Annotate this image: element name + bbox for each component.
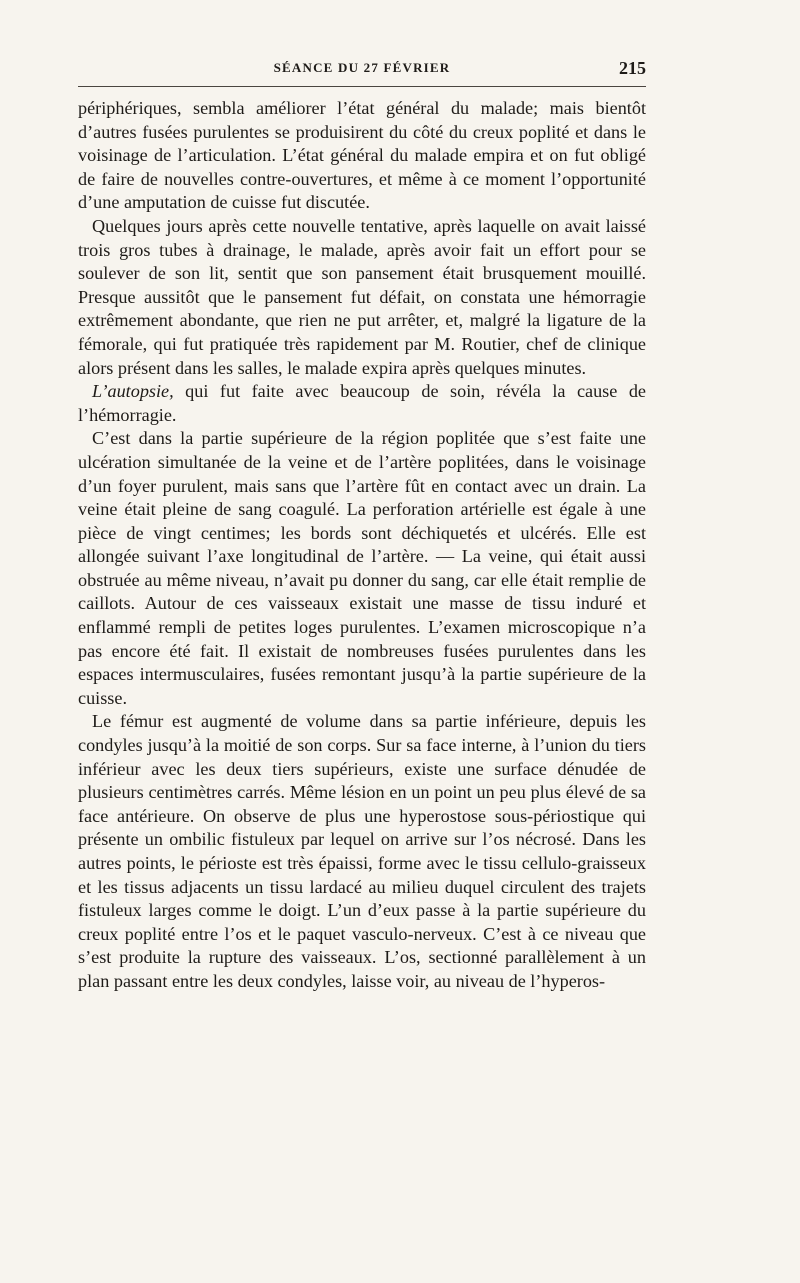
paragraph: C’est dans la partie supérieure de la région poplitée que s’est faite une ulcération simultanée de la veine et de l’artère poplitées, dans le voisinage d’un foyer purulent, mais sans que l’artère fût en contact avec un drain. La veine était pleine de sang coagulé. La perforation artérielle est égale à une pièce de vingt centimes; les bords sont déchiquetés et ulcérés. Elle est allongée suivant l’axe longitudinal de l’artère. — La veine, qui était aussi obstruée au même niveau, n’avait pu donner du sang, car elle était remplie de caillots. Autour de ces vaisseaux existait une masse de tissu induré et enflammé rempli de petites loges purulentes. L’examen microscopique n’a pas encore été fait. Il existait de nombreuses fusées purulentes dans les espaces intermusculaires, fusées remontant jusqu’à la partie supérieure de la cuisse. [78, 428, 646, 708]
paragraph-autopsie: L’autopsie, qui fut faite avec beaucoup de soin, révéla la cause de l’hémorragie. [78, 381, 646, 425]
paragraph-continued: périphériques, sembla améliorer l’état général du malade; mais bientôt d’autres fusées purulentes se produisirent du côté du creux poplité et dans le voisinage de l’articulation. L’état général du malade empira et on fut obligé de faire de nouvelles contre-ouvertures, et même à ce moment l’opportunité d’une amputation de cuisse fut discutée. [78, 98, 646, 213]
paragraph: Quelques jours après cette nouvelle tentative, après laquelle on avait laissé trois gros tubes à drainage, le malade, après avoir fait un effort pour se soulever de son lit, sentit que son pansement était brusquement mouillé. Presque aussitôt que le pansement fut défait, on constata une hémorragie extrêmement abondante, que rien ne put arrêter, et, malgré la ligature de la fémorale, qui fut pratiquée très rapidement par M. Routier, chef de clinique alors présent dans les salles, le malade expira après quelques minutes. [78, 215, 646, 378]
header-rule [78, 86, 646, 87]
paragraph: Le fémur est augmenté de volume dans sa partie inférieure, depuis les condyles jusqu’à la moitié de son corps. Sur sa face interne, à l’union du tiers inférieur avec les deux tiers supérieurs, existe une surface dénudée de plusieurs centimètres carrés. Même lésion en un point un peu plus élevé de sa face antérieure. On observe de plus une hyperostose sous-périostique qui présente un ombilic fistuleux par lequel on arrive sur l’os nécrosé. Dans les autres points, le périoste est très épaissi, forme avec le tissu cellulo-graisseux et les tissus adjacents un tissu lardacé au milieu duquel circulent des trajets fistuleux larges comme le doigt. L’un d’eux passe à la partie supérieure du creux poplité entre l’os et le paquet vasculo-nerveux. C’est à ce niveau que s’est produite la rupture des vaisseaux. L’os, sectionné parallèlement à un plan passant entre les deux condyles, laisse voir, au niveau de l’hyperos- [78, 711, 646, 991]
running-header [78, 58, 646, 84]
body-text [78, 97, 646, 994]
running-title: SÉANCE DU 27 FÉVRIER [273, 60, 451, 75]
italic-lead: L’autopsie, [92, 381, 174, 402]
page-number: 215 [619, 58, 646, 78]
